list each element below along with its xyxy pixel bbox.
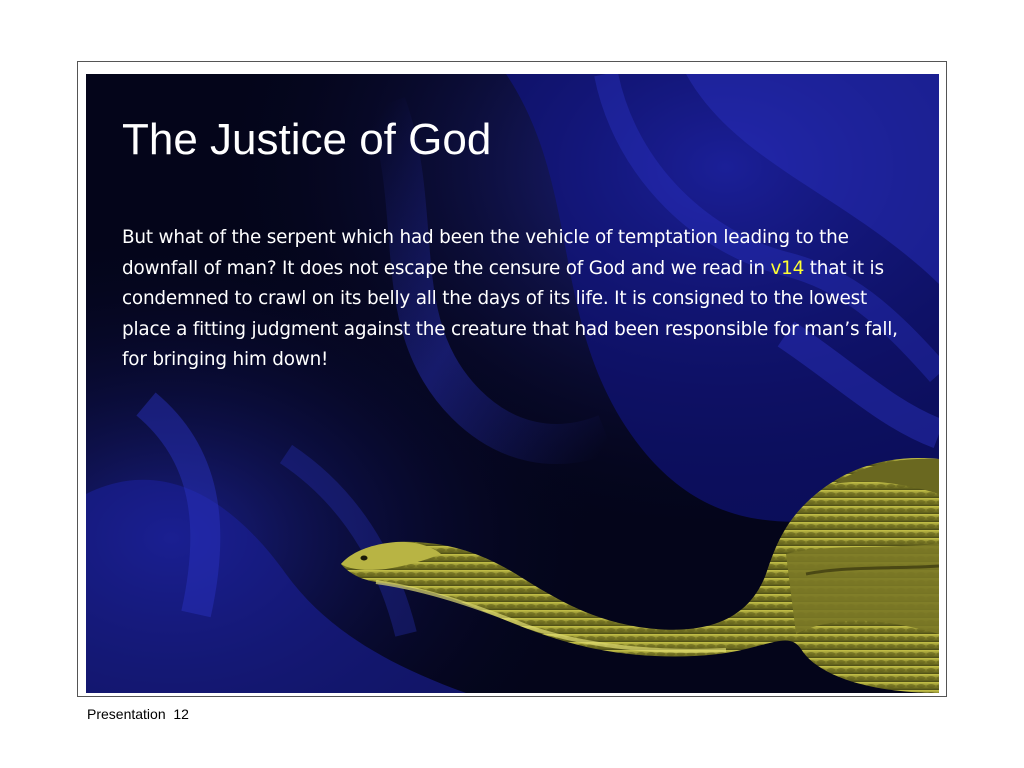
slide-title: The Justice of God [122,115,492,164]
page-number: 12 [173,706,189,722]
slide [86,74,939,693]
slide-body-text [122,223,912,376]
slide-background-image [86,74,939,693]
slide-footer [87,706,189,722]
body-text-before: But what of the serpent which had been the vehicle of temptation leading to the downfall of man? It does not escape the censure of God and we read in [122,227,849,279]
footer-label: Presentation [87,706,166,722]
verse-reference: v14 [770,257,805,279]
body-text-after: that it is condemned to crawl on its belly all the days of its life. It is consigned to the lowest place a fitting judgment against the creature that had been responsible for man’s fall, for bringing him down! [122,257,898,370]
